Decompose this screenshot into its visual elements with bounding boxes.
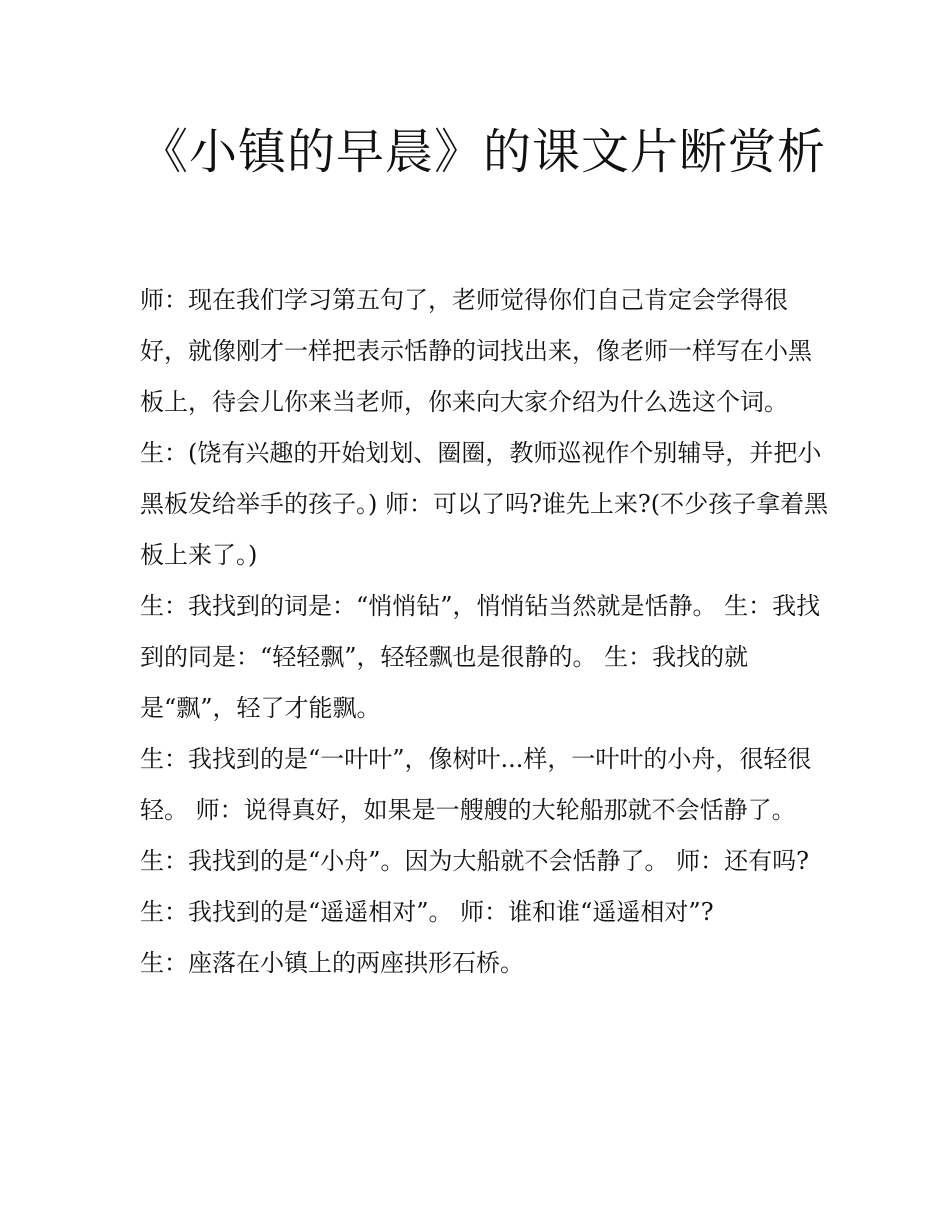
paragraph-6: 生：座落在小镇上的两座拱形石桥。 (140, 949, 524, 977)
paragraph-5: 生：我找到的是“小舟”。因为大船就不会恬静了。 师：还有吗? 生：我找到的是“遥遥相对”。 师：谁和谁“遥遥相对”? (140, 847, 810, 926)
paragraph-1: 师：现在我们学习第五句了，老师觉得你们自己肯定会学得很好，就像刚才一样把表示恬静的词找出来，像老师一样写在小黑板上，待会儿你来当老师，你来向大家介绍为什么选这个词。 (140, 286, 812, 416)
paragraph-3: 生：我找到的词是：“悄悄钻”，悄悄钻当然就是恬静。 生：我找到的同是：“轻轻飘”，轻轻飘也是很静的。 生：我找的就是“飘”，轻了才能飘。 (140, 592, 821, 722)
paragraph-4: 生：我找到的是“一叶叶”，像树叶...样，一叶叶的小舟，很轻很轻。 师：说得真好，如果是一艘艘的大轮船那就不会恬静了。 (140, 745, 812, 824)
document-title: 《小镇的早晨》的课文片断赏析 (140, 124, 827, 180)
document-body (140, 275, 830, 989)
paragraph-2: 生：(饶有兴趣的开始划划、圈圈，教师巡视作个别辅导，并把小黑板发给举手的孩子。) 师：可以了吗?谁先上来?(不少孩子拿着黑板上来了。) (140, 439, 829, 569)
